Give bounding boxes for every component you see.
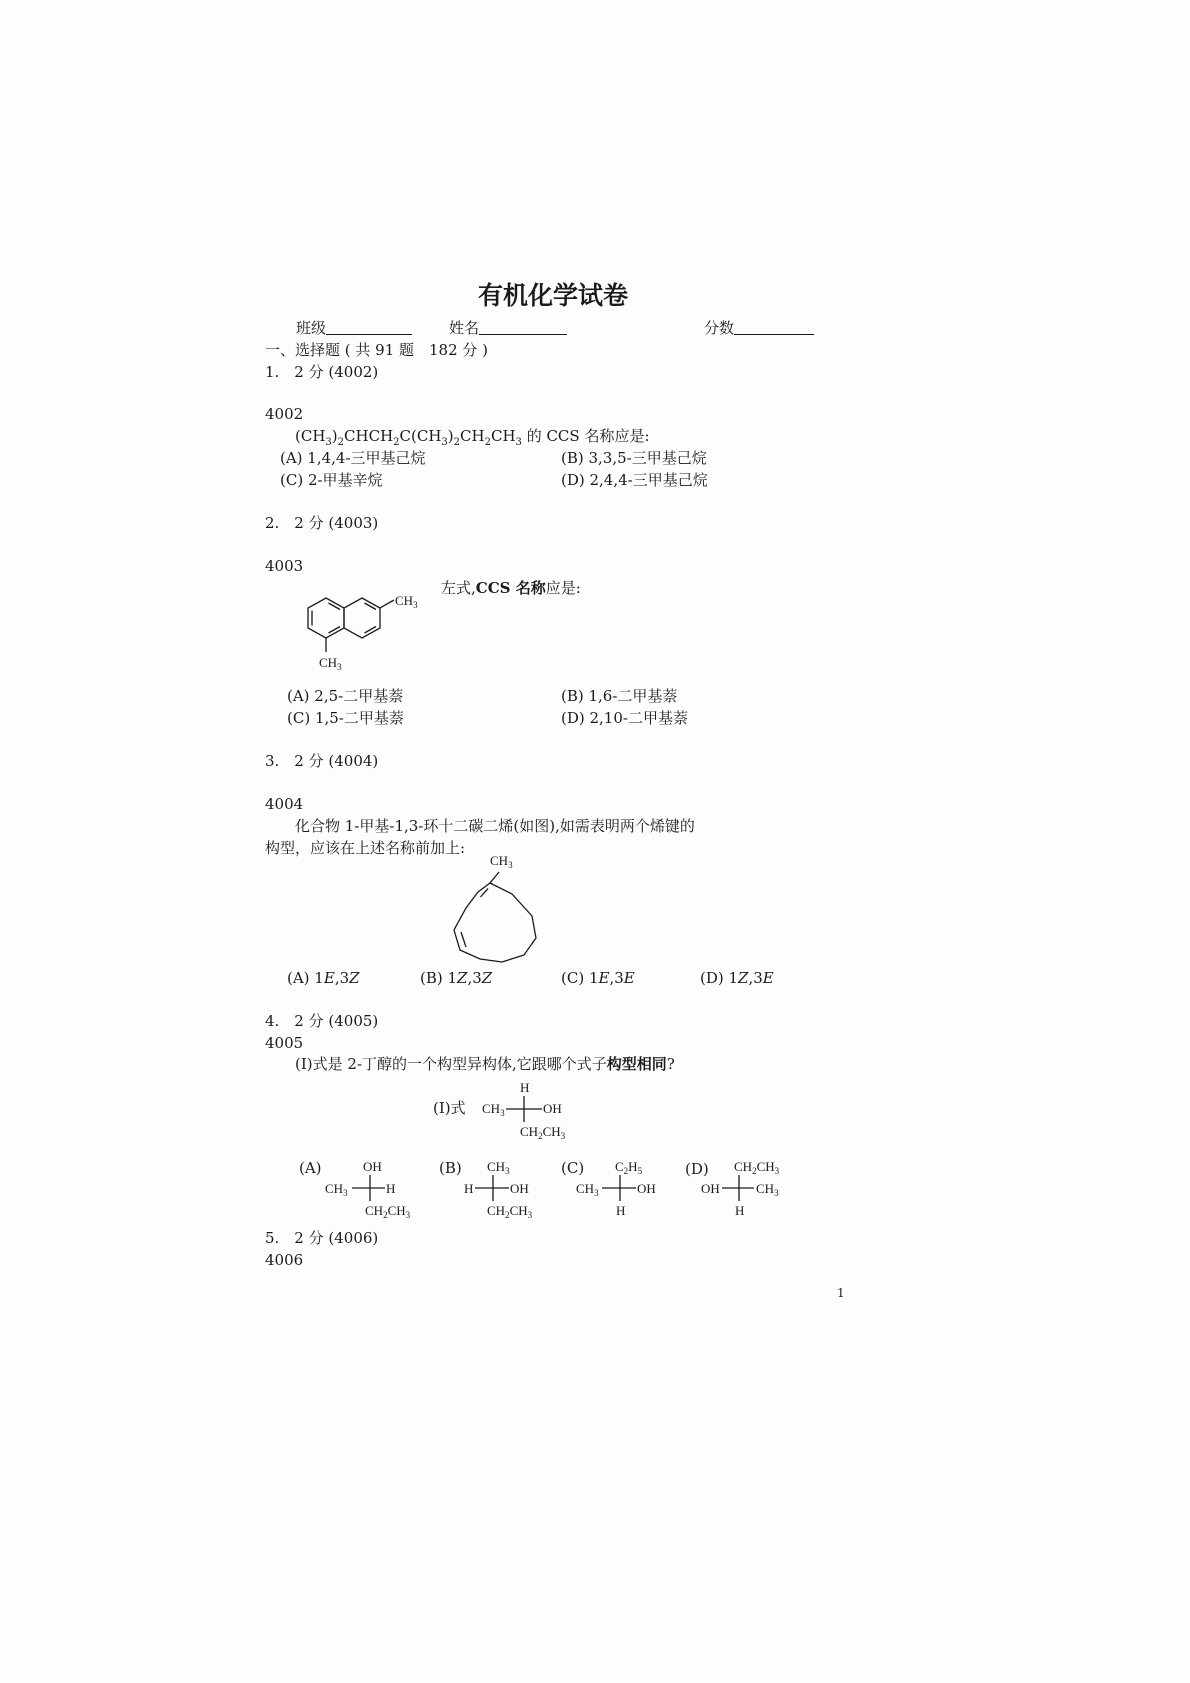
q3-option-c[interactable]: (C) 1E,3E (561, 969, 635, 987)
q3-prompt-line2: 构型，应该在上述名称前加上: (265, 839, 466, 857)
q4-option-b-label[interactable]: (B) (439, 1159, 462, 1177)
q4-formula-label: (I)式 (433, 1099, 466, 1117)
q3-ch3: $CH_3$ (490, 853, 513, 870)
fischer-option-d[interactable] (700, 1155, 800, 1221)
svg-text:H: H (386, 1181, 396, 1196)
svg-text:OH: OH (637, 1181, 656, 1196)
q2-option-a[interactable]: (A) 2,5-二甲基萘 (287, 687, 404, 705)
fischer-option-b[interactable] (463, 1155, 563, 1221)
q2-prompt: 左式,CCS 名称应是: (441, 579, 581, 597)
svg-text:CH3: $CH_3$ (576, 1181, 599, 1198)
q1-option-a[interactable]: (A) 1,4,4-三甲基己烷 (280, 449, 426, 467)
name-field (449, 320, 567, 336)
svg-text:H: H (616, 1203, 626, 1218)
q3-option-d[interactable]: (D) 1Z,3E (700, 969, 774, 987)
q5-id: 4006 (265, 1251, 304, 1269)
fischer-option-c[interactable] (575, 1155, 675, 1221)
svg-text:OH: OH (701, 1181, 720, 1196)
svg-text:CH3: $CH_3$ (487, 1159, 510, 1176)
q2-option-d[interactable]: (D) 2,10-二甲基萘 (561, 709, 688, 727)
svg-text:OH: OH (543, 1101, 562, 1116)
q2-header: 2. 2 分 (4003) (265, 514, 379, 532)
q4-prompt: (I)式是 2-丁醇的一个构型异构体,它跟哪个式子构型相同? (295, 1055, 675, 1073)
svg-text:H: H (464, 1181, 474, 1196)
q3-id: 4004 (265, 795, 304, 813)
q4-option-c-label[interactable]: (C) (561, 1159, 585, 1177)
score-blank[interactable] (734, 320, 814, 335)
svg-text:CH2CH3: $CH_2CH_3$ (520, 1124, 566, 1141)
page-number: 1 (837, 1286, 845, 1300)
q4-header: 4. 2 分 (4005) (265, 1012, 379, 1030)
q4-option-a-label[interactable]: (A) (299, 1159, 322, 1177)
svg-text:CH3: $CH_3$ (325, 1181, 348, 1198)
svg-text:H: H (520, 1080, 530, 1095)
svg-text:CH2CH3: $CH_2CH_3$ (365, 1203, 411, 1220)
q1-prompt (295, 429, 650, 448)
fischer-i (480, 1078, 590, 1140)
q5-header: 5. 2 分 (4006) (265, 1229, 379, 1247)
q4-id: 4005 (265, 1034, 304, 1052)
q1-option-b[interactable]: (B) 3,3,5-三甲基己烷 (561, 449, 707, 467)
q1-id: 4002 (265, 405, 304, 423)
q3-prompt-line1: 化合物 1-甲基-1,3-环十二碳二烯(如图),如需表明两个烯键的 (295, 817, 695, 835)
page-title: 有机化学试卷 (478, 281, 629, 310)
q1-header: 1. 2 分 (4002) (265, 363, 379, 381)
q2-option-b[interactable]: (B) 1,6-二甲基萘 (561, 687, 678, 705)
name-blank[interactable] (479, 320, 567, 335)
q2-ch3-lower: $CH_3$ (319, 655, 342, 672)
q2-ch3-upper: $CH_3$ (395, 593, 418, 610)
q3-header: 3. 2 分 (4004) (265, 752, 379, 770)
fischer-option-a[interactable] (323, 1155, 423, 1221)
q3-option-b[interactable]: (B) 1Z,3Z (420, 969, 493, 987)
section-heading: 一、选择题 ( 共 91 题 182 分 ) (265, 341, 489, 359)
svg-text:OH: OH (363, 1159, 382, 1174)
name-label: 姓名 (449, 319, 480, 337)
q2-id: 4003 (265, 557, 304, 575)
q1-option-d[interactable]: (D) 2,4,4-三甲基己烷 (561, 471, 708, 489)
class-blank[interactable] (326, 320, 412, 335)
q4-option-d-label[interactable]: (D) (685, 1160, 709, 1178)
q3-option-a[interactable]: (A) 1E,3Z (287, 969, 360, 987)
class-label: 班级 (296, 319, 327, 337)
q1-option-c[interactable]: (C) 2-甲基辛烷 (280, 471, 383, 489)
svg-text:OH: OH (510, 1181, 529, 1196)
svg-text:H: H (735, 1203, 745, 1218)
svg-text:CH2CH3: $CH_2CH_3$ (734, 1159, 780, 1176)
svg-text:CH2CH3: $CH_2CH_3$ (487, 1203, 533, 1220)
q1-formula: $(CH_3)_2CHCH_2C(CH_3)_2CH_2CH_3$ (295, 427, 522, 448)
svg-text:CH3: $CH_3$ (756, 1181, 779, 1198)
svg-text:CH3: $CH_3$ (482, 1101, 505, 1118)
svg-text:C2H5: $C_2H_5$ (615, 1159, 643, 1176)
score-field (704, 320, 814, 336)
q2-option-c[interactable]: (C) 1,5-二甲基萘 (287, 709, 404, 727)
dimethylnaphthalene-structure (300, 588, 430, 673)
cyclododecadiene-structure (440, 852, 560, 972)
score-label: 分数 (704, 319, 735, 337)
q1-prompt-text: 的 CCS 名称应是: (526, 427, 650, 445)
class-field (296, 320, 412, 336)
